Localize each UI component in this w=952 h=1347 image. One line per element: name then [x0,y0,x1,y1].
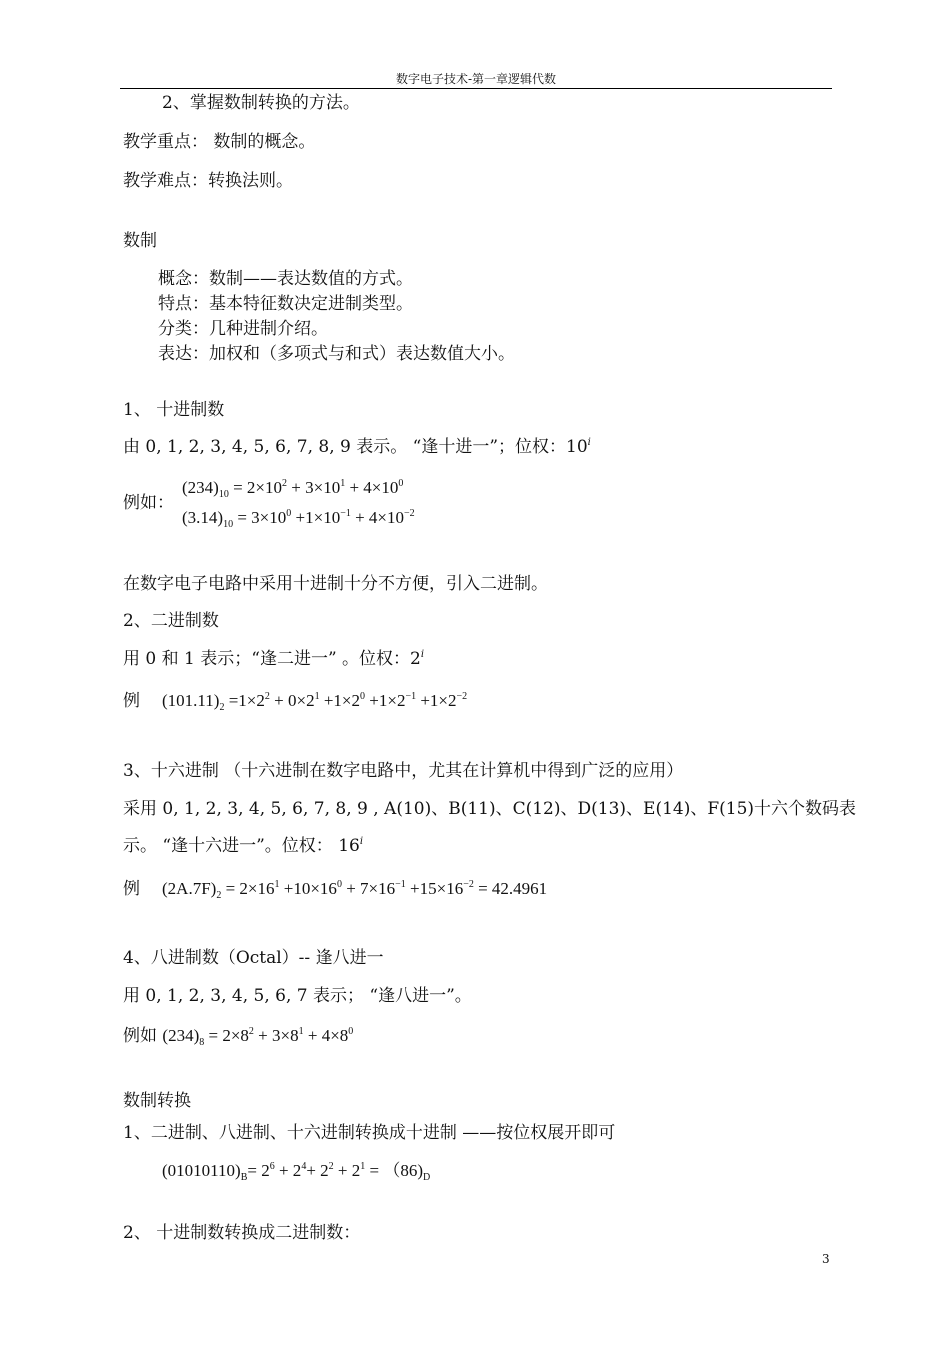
eq-term: = 2 [247,1161,270,1180]
eq-term: + 3×8 [253,1026,299,1045]
eq-term: +10×16 [279,879,337,898]
eq-term: = 2×10 [233,478,283,497]
eq-exponent: −2 [463,879,474,890]
eq-term: +15×16 [405,879,464,898]
decimal-description [123,436,591,458]
eq-exponent: 0 [286,508,292,519]
eq-exponent: 0 [398,478,404,489]
eq-term: =1×2 [224,691,265,710]
conversion-equation [162,1160,430,1182]
eq-term: +1×2 [416,691,457,710]
conversion-title: 数制转换 [123,1091,191,1111]
octal-example [123,1025,353,1047]
eq-exponent: 2 [282,478,288,489]
octal-heading: 4、八进制数（Octal）-- 逢八进一 [123,948,384,968]
eq-term: = 2×16 [221,879,275,898]
eq-term: = 42.4961 [473,879,548,898]
hex-description-line-2 [123,835,363,857]
octal-description: 用 0, 1, 2, 3, 4, 5, 6, 7 表示； “逢八进一”。 [123,986,472,1006]
hex-equation [162,878,547,900]
eq-subscript: B [240,1172,248,1183]
eq-exponent: 0 [336,879,342,890]
eq-exponent: 1 [298,1026,304,1037]
binary-heading: 2、二进制数 [123,611,219,631]
eq-subscript: 10 [218,489,229,500]
binary-desc-text: 用 0 和 1 表示；“逢二进一” 。位权：2 [123,649,421,669]
eq-term: (2A.7F) [162,879,217,898]
eq-subscript: 10 [223,519,234,530]
eq-exponent: 2 [264,691,270,702]
decimal-heading: 1、 十进制数 [123,400,225,420]
eq-term: + 2 [306,1161,329,1180]
binary-example-label: 例 [123,691,140,711]
eq-term: + 2 [333,1161,361,1180]
teaching-difficulty: 教学难点：转换法则。 [123,171,293,191]
hex-heading: 3、十六进制 （十六进制在数字电路中，尤其在计算机中得到广泛的应用） [123,761,684,781]
eq-exponent: 2 [248,1026,254,1037]
eq-exponent: 1 [314,691,320,702]
eq-subscript: 2 [216,890,222,901]
eq-exponent: 6 [269,1161,275,1172]
expression-line: 表达：加权和（多项式与和式）表达数值大小。 [158,344,515,364]
teaching-key-point: 教学重点： 数制的概念。 [123,132,316,152]
eq-exponent: −2 [404,508,415,519]
hex-weight-exponent: i [359,836,364,847]
eq-term: (234) [182,478,219,497]
eq-term: (101.11) [162,691,220,710]
eq-subscript: D [423,1172,431,1183]
eq-term: +1×2 [319,691,361,710]
eq-subscript: 2 [219,702,225,713]
binary-weight-exponent: i [420,649,425,660]
binary-intro: 在数字电子电路中采用十进制十分不方便，引入二进制。 [123,574,548,594]
eq-term: + 7×16 [341,879,396,898]
decimal-equation-2 [182,508,415,528]
eq-exponent: 4 [301,1161,307,1172]
eq-exponent: −1 [405,691,417,702]
eq-exponent: 1 [274,879,280,890]
eq-term: + 4×10 [345,478,399,497]
eq-exponent: 0 [348,1026,354,1037]
octal-example-label: 例如 [123,1026,157,1046]
eq-term: = 3×10 [237,508,287,527]
header-divider [120,88,832,89]
eq-term: = 2×8 [204,1026,249,1045]
eq-exponent: 0 [360,691,366,702]
eq-subscript: 8 [199,1037,205,1048]
eq-term: = （86) [365,1161,423,1180]
eq-exponent: 1 [360,1161,366,1172]
concept-line: 概念：数制——表达数值的方式。 [158,269,413,289]
feature-line: 特点：基本特征数决定进制类型。 [158,294,413,314]
eq-term: +1×2 [365,691,406,710]
section-title-number-system: 数制 [123,231,157,251]
page-header-title: 数字电子技术-第一章逻辑代数 [395,72,557,86]
eq-exponent: −1 [395,879,406,890]
decimal-example-label: 例如： [123,493,174,513]
decimal-desc-text: 由 0, 1, 2, 3, 4, 5, 6, 7, 8, 9 表示。 “逢十进一”；位权：10 [123,437,588,457]
eq-exponent: 2 [328,1161,334,1172]
classification-line: 分类：几种进制介绍。 [158,319,328,339]
eq-term: + 2 [274,1161,302,1180]
eq-term: +1×10 [291,508,341,527]
binary-equation [162,690,467,712]
eq-term: + 3×10 [287,478,341,497]
binary-description [123,648,424,670]
eq-term: (01010110) [162,1161,241,1180]
eq-exponent: 1 [340,478,346,489]
eq-term: + 4×10 [350,508,405,527]
eq-term: (234) [162,1026,200,1045]
hex-desc-text: 示。 “逢十六进一”。位权： 16 [123,836,360,856]
eq-exponent: −2 [456,691,468,702]
eq-term: + 4×8 [303,1026,349,1045]
page-number: 3 [822,1252,830,1266]
objective-2: 2、掌握数制转换的方法。 [162,93,360,113]
eq-term: (3.14) [182,508,224,527]
conversion-item-1: 1、二进制、八进制、十六进制转换成十进制 ——按位权展开即可 [123,1123,616,1143]
hex-example-label: 例 [123,879,140,899]
eq-term: + 0×2 [269,691,315,710]
decimal-weight-exponent: i [587,437,591,448]
conversion-item-2: 2、 十进制数转换成二进制数： [123,1223,361,1243]
decimal-equation-1 [182,478,403,498]
hex-description-line-1: 采用 0, 1, 2, 3, 4, 5, 6, 7, 8, 9 , A(10)、B(11)、C(12)、D(13)、E(14)、F(15)十六个数码表 [123,799,857,819]
eq-exponent: −1 [340,508,351,519]
